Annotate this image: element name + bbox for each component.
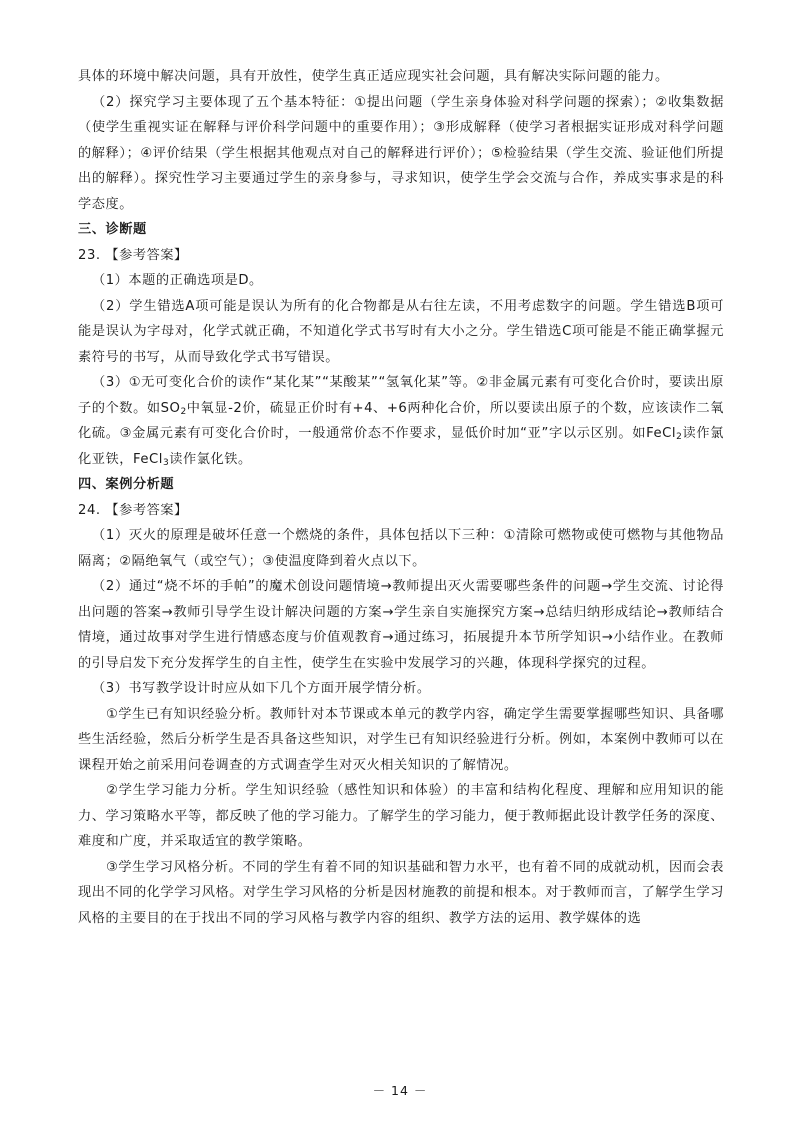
subscript-so2: 2 bbox=[180, 406, 187, 417]
section-heading-case-analysis: 四、案例分析题 bbox=[78, 477, 175, 492]
answer-24-part-3-item-2: ②学生学习能力分析。学生知识经验（感性知识和体验）的丰富和结构化程度、理解和应用知识的能力、学习策略水平等，都反映了他的学习能力。了解学生的学习能力，便于教师据此设计教学任务的深度、难度和广度，并采取适宜的教学策略。 bbox=[78, 783, 724, 849]
document-body bbox=[78, 64, 724, 931]
question-23-label: 23. 【参考答案】 bbox=[78, 247, 188, 263]
answer-24-part-2: （2）通过“烧不坏的手帕”的魔术创设问题情境→教师提出灭火需要哪些条件的问题→学生交流、讨论得出问题的答案→教师引导学生设计解决问题的方案→学生亲自实施探究方案→总结归纳形成结论→教师结合情境，通过故事对学生进行情感态度与价值观教育→通过练习，拓展提升本节所学知识→小结作业。在教师的引导启发下充分发挥学生的自主性，使学生在实验中发展学习的兴趣，体现科学探究的过程。 bbox=[78, 579, 724, 671]
answer-24-part-3-item-1: ①学生已有知识经验分析。教师针对本节课或本单元的教学内容，确定学生需要掌握哪些知识、具备哪些生活经验，然后分析学生是否具备这些知识，对学生已有知识经验进行分析。例如，本案例中教师可以在课程开始之前采用问卷调查的方式调查学生对灭火相关知识的了解情况。 bbox=[78, 706, 724, 773]
subscript-fecl2: 2 bbox=[676, 432, 683, 442]
answer-23-part-3-text-c: 读作氯化亚铁，FeCl bbox=[78, 426, 724, 467]
question-24-label: 24. 【参考答案】 bbox=[78, 502, 188, 518]
answer-23-part-3-text-b: 中氧显-2价，硫显正价时有+4、+6两种化合价，所以要读出原子的个数，应该读作二氧化硫。③金属元素有可变化合价时，一般通常价态不作要求，显低价时加“亚”字以示区别。如FeCl bbox=[78, 400, 724, 441]
answer-24-part-3-item-3: ③学生学习风格分析。不同的学生有着不同的知识基础和智力水平，也有着不同的成就动机，因而会表现出不同的化学学习风格。对学生学习风格的分析是因材施教的前提和根本。对于教师而言，了解学生学习风格的主要目的在于找出不同的学习风格与教学内容的组织、教学方法的运用、教学媒体的选 bbox=[78, 859, 724, 926]
answer-23-part-2: （2）学生错选A项可能是误认为所有的化合物都是从右往左读，不用考虑数字的问题。学生错选B项可能是误认为字母对，化学式就正确，不知道化学式书写时有大小之分。学生错选C项可能是不能正确掌握元素符号的书写，从而导致化学式书写错误。 bbox=[78, 298, 724, 365]
answer-23-part-3-text-a: （3）①无可变化合价的读作“某化某”“某酸某”“氢氧化某”等。②非金属元素有可变化合价时，要读出原子的个数。如SO bbox=[78, 375, 724, 416]
subscript-fecl3: 3 bbox=[163, 457, 170, 468]
paragraph-continued: 具体的环境中解决问题，具有开放性，使学生真正适应现实社会问题，具有解决实际问题的能力。 bbox=[78, 69, 669, 84]
answer-24-part-1: （1）灭火的原理是破坏任意一个燃烧的条件，具体包括以下三种：①清除可燃物或使可燃物与其他物品隔离；②隔绝氧气（或空气）；③使温度降到着火点以下。 bbox=[78, 528, 724, 569]
section-heading-diagnosis: 三、诊断题 bbox=[78, 222, 147, 237]
answer-24-part-3: （3）书写教学设计时应从如下几个方面开展学情分析。 bbox=[92, 681, 431, 696]
answer-23-part-3-text-d: 读作氯化铁。 bbox=[169, 451, 252, 467]
page-number: － 14 － bbox=[372, 1083, 428, 1098]
answer-23-part-3 bbox=[78, 370, 724, 472]
answer-23-part-1: （1）本题的正确选项是D。 bbox=[92, 273, 263, 288]
paragraph-inquiry-features: （2）探究学习主要体现了五个基本特征：①提出问题（学生亲身体验对科学问题的探索）；②收集数据（使学生重视实证在解释与评价科学问题中的重要作用）；③形成解释（使学习者根据实证形成对科学问题的解释）；④评价结果（学生根据其他观点对自己的解释进行评价）；⑤检验结果（学生交流、验证他们所提出的解释）。探究性学习主要通过学生的亲身参与，寻求知识，使学生学会交流与合作，养成实事求是的科学态度。 bbox=[78, 94, 724, 212]
